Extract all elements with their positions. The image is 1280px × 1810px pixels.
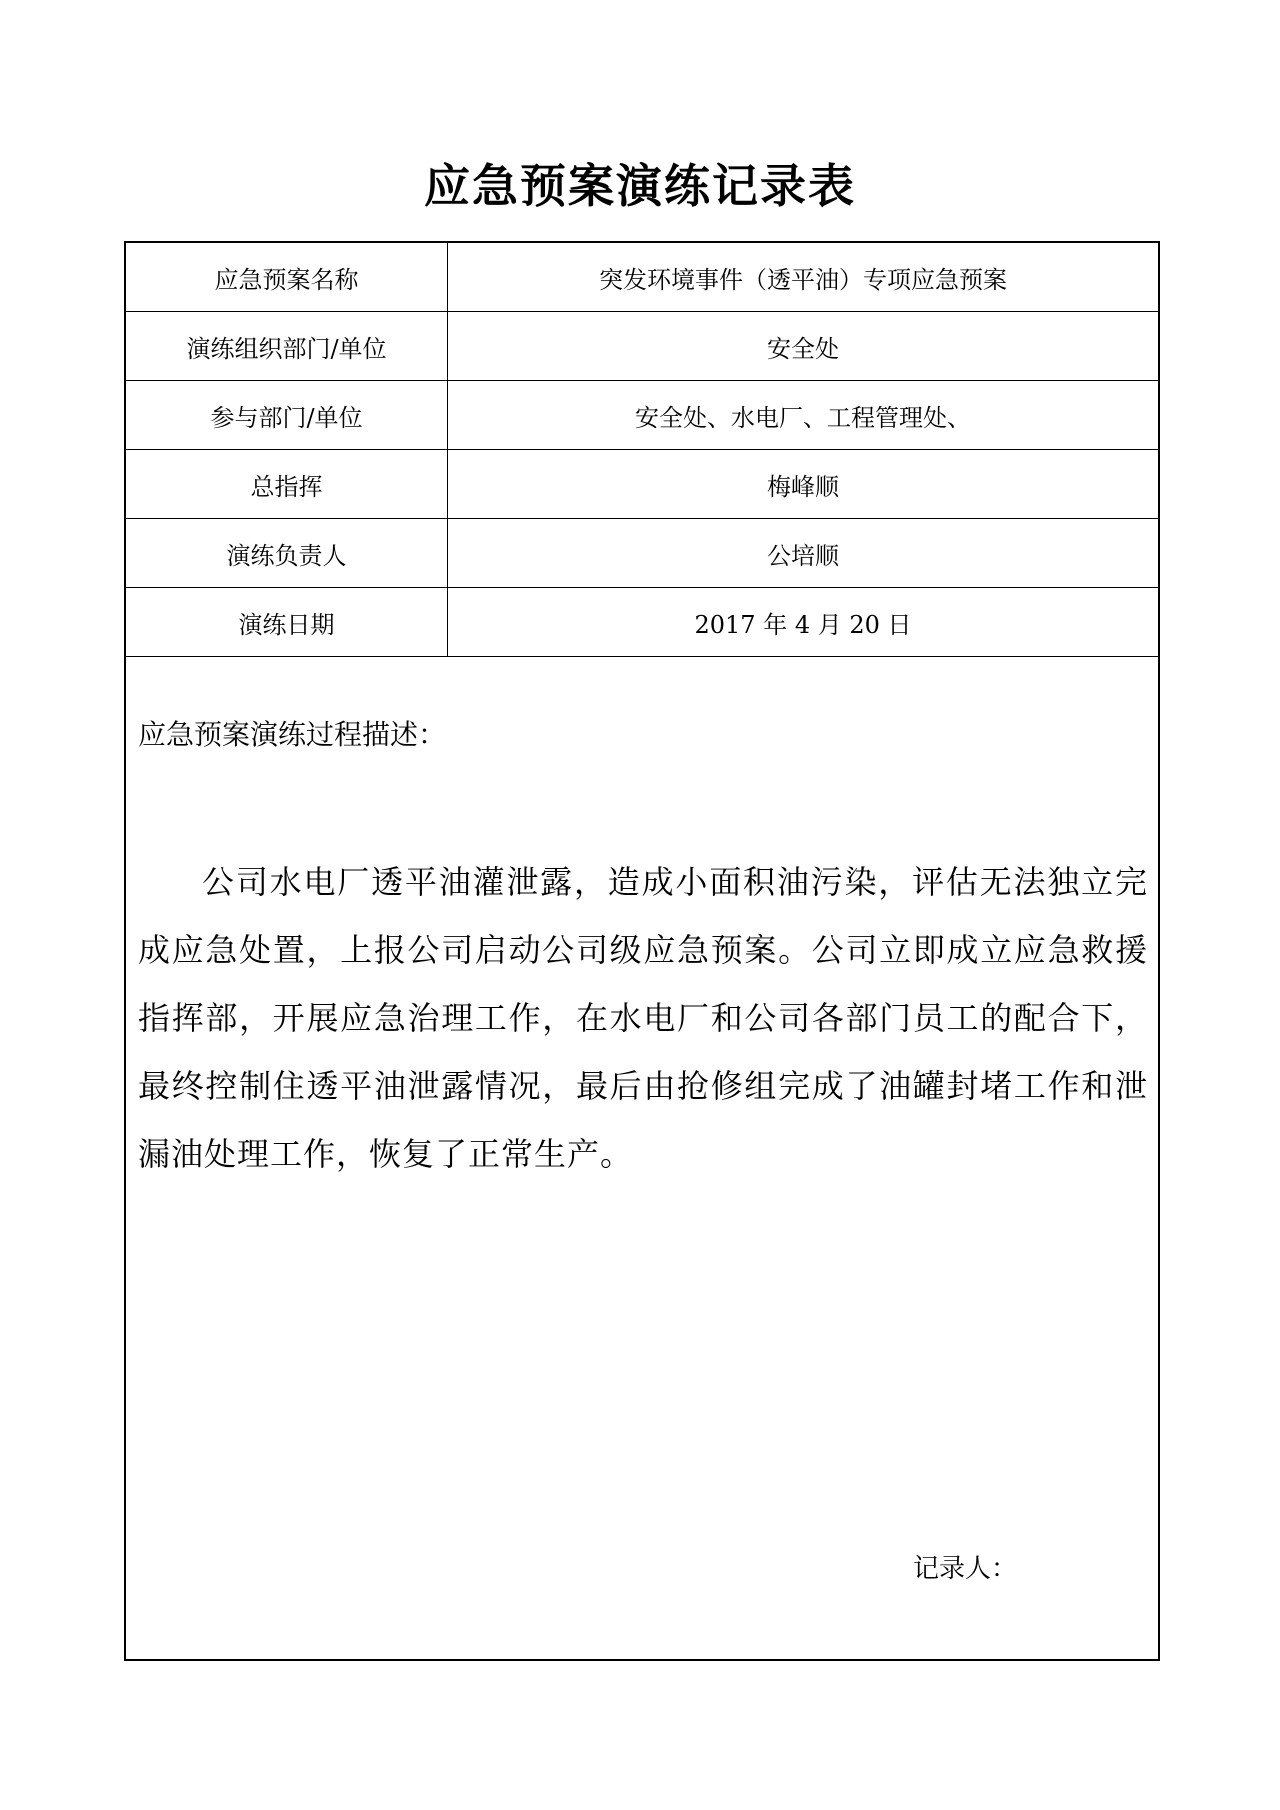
- table-row: [126, 450, 1158, 519]
- drill-date-value: 2017 年 4 月 20 日: [448, 588, 1159, 657]
- organizer-label: 演练组织部门/单位: [126, 312, 448, 381]
- organizer-value: 安全处: [448, 312, 1159, 381]
- info-table: [126, 243, 1158, 657]
- participants-value: 安全处、水电厂、工程管理处、: [448, 381, 1159, 450]
- drill-lead-value: 公培顺: [448, 519, 1159, 588]
- commander-label: 总指挥: [126, 450, 448, 519]
- table-row: [126, 519, 1158, 588]
- record-form: [124, 241, 1160, 1661]
- drill-date-label: 演练日期: [126, 588, 448, 657]
- table-row: [126, 588, 1158, 657]
- table-row: [126, 312, 1158, 381]
- drill-lead-label: 演练负责人: [126, 519, 448, 588]
- recorder-label: 记录人：: [913, 1554, 1018, 1584]
- description-label: 应急预案演练过程描述：: [138, 718, 447, 751]
- table-row: [126, 381, 1158, 450]
- page-title: 应急预案演练记录表: [424, 159, 856, 213]
- description-body: 公司水电厂透平油灌泄露，造成小面积油污染，评估无法独立完成应急处置，上报公司启动公司级应急预案。公司立即成立应急救援指挥部，开展应急治理工作，在水电厂和公司各部门员工的配合下，最终控制住透平油泄露情况，最后由抢修组完成了油罐封堵工作和泄漏油处理工作，恢复了正常生产。: [138, 863, 1148, 1173]
- table-row: [126, 243, 1158, 312]
- plan-name-label: 应急预案名称: [126, 243, 448, 312]
- commander-value: 梅峰顺: [448, 450, 1159, 519]
- participants-label: 参与部门/单位: [126, 381, 448, 450]
- plan-name-value: 突发环境事件（透平油）专项应急预案: [448, 243, 1159, 312]
